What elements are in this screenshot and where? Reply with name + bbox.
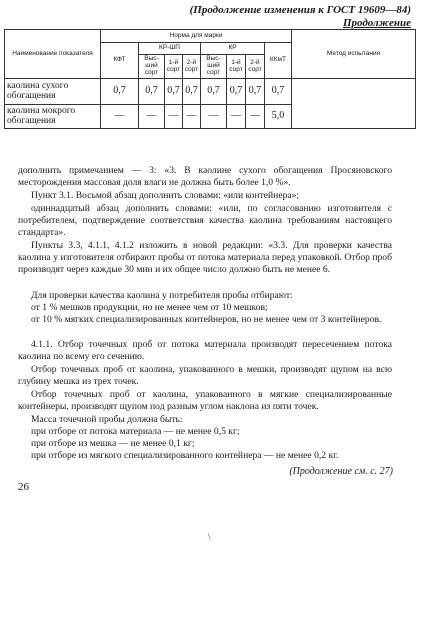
paragraph: одиннадцатый абзац дополнить словами: «или, по согласованию изготовителя с потребителем, подтверждение соответствия качества каолина требованиям настоящего стандарта».: [18, 203, 392, 239]
cell: 0,7: [183, 79, 201, 105]
method-cell: [292, 79, 416, 129]
continuation-note: (Продолжение см. с. 27): [289, 466, 393, 477]
page-number: 26: [18, 481, 29, 493]
paragraph: Пункты 3.3, 4.1.1, 4.1.2 изложить в новой редакции: «3.3. Для проверки качества каолина у изготовителя отбирают пробы от потока материала перед упаковкой. Отбор проб производят через каждые 30 мин и их общее число должно быть не менее 6.: [18, 240, 392, 276]
sub-first: 1-й сорт: [227, 55, 246, 79]
row-name: каолина мокрого обогащения: [5, 105, 101, 129]
paragraph: Масса точечной пробы должна быть:: [31, 414, 183, 425]
sub-first: 1-й сорт: [165, 55, 183, 79]
paragraph: Отбор точечных проб от каолина, упакованного в мягкие специализированные контейнеры, производят щупом под разным углом наклона из пяти точек.: [18, 389, 392, 413]
cell: 0,7: [227, 79, 246, 105]
norms-table: [4, 29, 416, 129]
cell: 0,7: [101, 79, 139, 105]
col-header-norm: Норма для марки: [101, 30, 292, 43]
cell: —: [165, 105, 183, 129]
cell: —: [183, 105, 201, 129]
col-header-kr: КР: [201, 43, 265, 55]
cell: —: [246, 105, 265, 129]
cell: 0,7: [246, 79, 265, 105]
sub-second: 2-й сорт: [246, 55, 265, 79]
col-header-kkmt: ККмТ: [265, 43, 292, 79]
paragraph: Для проверки качества каолина у потребителя пробы отбирают:: [31, 290, 293, 301]
col-header-kft: КФТ: [101, 43, 139, 79]
continuation-label: Продолжение: [342, 17, 411, 29]
col-header-name: Наименование показателя: [5, 30, 101, 79]
cell: —: [201, 105, 227, 129]
cell: 5,0: [265, 105, 292, 129]
scan-mark: \: [208, 532, 211, 542]
cell: —: [139, 105, 165, 129]
col-header-kr-shp: КР-ШП: [139, 43, 201, 55]
cell: 0,7: [201, 79, 227, 105]
sub-high: Выс-ший сорт: [139, 55, 165, 79]
paragraph: Отбор точечных проб от каолина, упакованного в мешки, производят щупом на всю глубину мешка из трех точек.: [18, 364, 392, 388]
paragraph: от 1 % мешков продукции, но не менее чем от 10 мешков;: [31, 302, 268, 313]
cell: 0,7: [165, 79, 183, 105]
sub-high: Выс-ший сорт: [201, 55, 227, 79]
paragraph: Пункт 3.1. Восьмой абзац дополнить словами: «или контейнера»;: [31, 190, 300, 201]
paragraph: при отборе из мешка — не менее 0,1 кг;: [31, 438, 195, 449]
paragraph: при отборе от потока материала — не менее 0,5 кг;: [31, 426, 240, 437]
paragraph: от 10 % мягких специализированных контейнеров, но не менее чем от 3 контейнеров.: [31, 314, 382, 325]
sub-second: 2-й сорт: [183, 55, 201, 79]
cell: 0,7: [265, 79, 292, 105]
cell: —: [101, 105, 139, 129]
paragraph-note: дополнить примечанием — 3: «3. В каолине сухого обогащения Просяновского месторождения массовая доля влаги не должна быть более 1,0 %».: [18, 165, 392, 189]
cell: —: [227, 105, 246, 129]
running-header: (Продолжение изменения к ГОСТ 19609—84): [189, 4, 411, 16]
col-header-method: Метод испытания: [292, 30, 416, 79]
paragraph: 4.1.1. Отбор точечных проб от потока материала производят пересечением потока каолина по всему его сечению.: [18, 339, 392, 363]
cell: 0,7: [139, 79, 165, 105]
row-name: каолина сухого обогащения: [5, 79, 101, 105]
paragraph: при отборе из мягкого специализированного контейнера — не менее 0,2 кг.: [31, 450, 339, 461]
